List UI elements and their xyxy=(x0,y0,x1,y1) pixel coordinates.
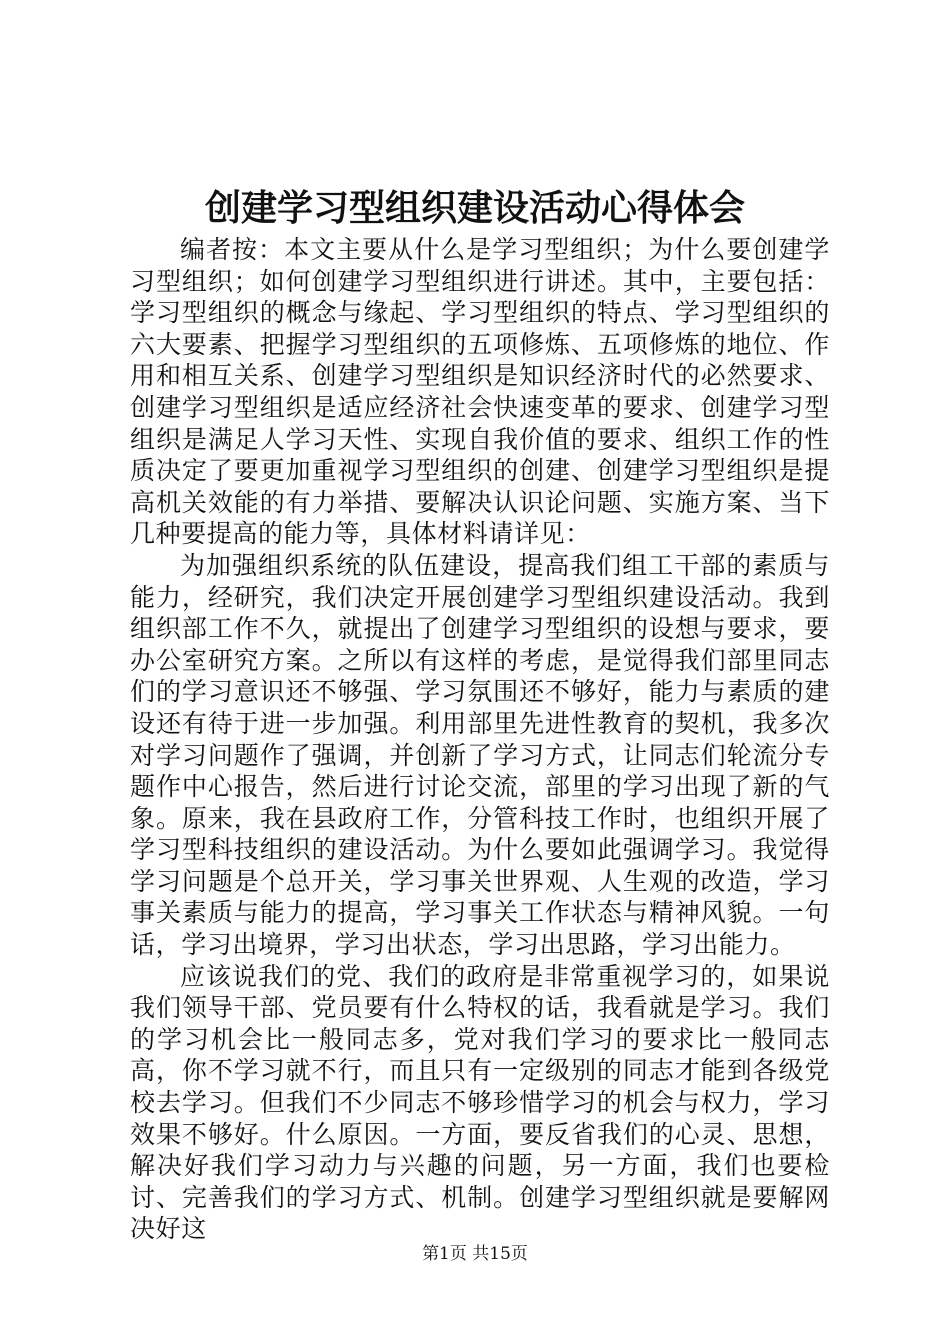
page-footer: 第1页 共15页 xyxy=(422,1244,528,1264)
document-title: 创建学习型组织建设活动心得体会 xyxy=(204,187,745,229)
paragraph-editor-note: 编者按：本文主要从什么是学习型组织；为什么要创建学习型组织；如何创建学习型组织进行讲述。其中，主要包括：学习型组织的概念与缘起、学习型组织的特点、学习型组织的六大要素、把握学习型组织的五项修炼、五项修炼的地位、作用和相互关系、创建学习型组织是知识经济时代的必然要求、创建学习型组织是适应经济社会快速变革的要求、创建学习型组织是满足人学习天性、实现自我价值的要求、组织工作的性质决定了要更加重视学习型组织的创建、创建学习型组织是提高机关效能的有力举措、要解决认识论问题、实施方案、当下几种要提高的能力等，具体材料请详见： xyxy=(130,235,830,549)
document-body xyxy=(130,234,830,1245)
paragraph-body-2: 应该说我们的党、我们的政府是非常重视学习的，如果说我们领导干部、党员要有什么特权的话，我看就是学习。我们的学习机会比一般同志多，党对我们学习的要求比一般同志高，你不学习就不行，而且只有一定级别的同志才能到各级党校去学习。但我们不少同志不够珍惜学习的机会与权力，学习效果不够好。什么原因。一方面，要反省我们的心灵、思想，解决好我们学习动力与兴趣的问题，另一方面，我们也要检讨、完善我们的学习方式、机制。创建学习型组织就是要解网决好这 xyxy=(130,961,830,1244)
paragraph-body-1: 为加强组织系统的队伍建设，提高我们组工干部的素质与能力，经研究，我们决定开展创建学习型组织建设活动。我到组织部工作不久，就提出了创建学习型组织的设想与要求，要办公室研究方案。之所以有这样的考虑，是觉得我们部里同志们的学习意识还不够强、学习氛围还不够好，能力与素质的建设还有待于进一步加强。利用部里先进性教育的契机，我多次对学习问题作了强调，并创新了学习方式，让同志们轮流分专题作中心报告，然后进行讨论交流，部里的学习出现了新的气象。原来，我在县政府工作，分管科技工作时，也组织开展了学习型科技组织的建设活动。为什么要如此强调学习。我觉得学习问题是个总开关，学习事关世界观、人生观的改造，学习事关素质与能力的提高，学习事关工作状态与精神风貌。一句话，学习出境界，学习出状态，学习出思路，学习出能力。 xyxy=(130,550,830,960)
